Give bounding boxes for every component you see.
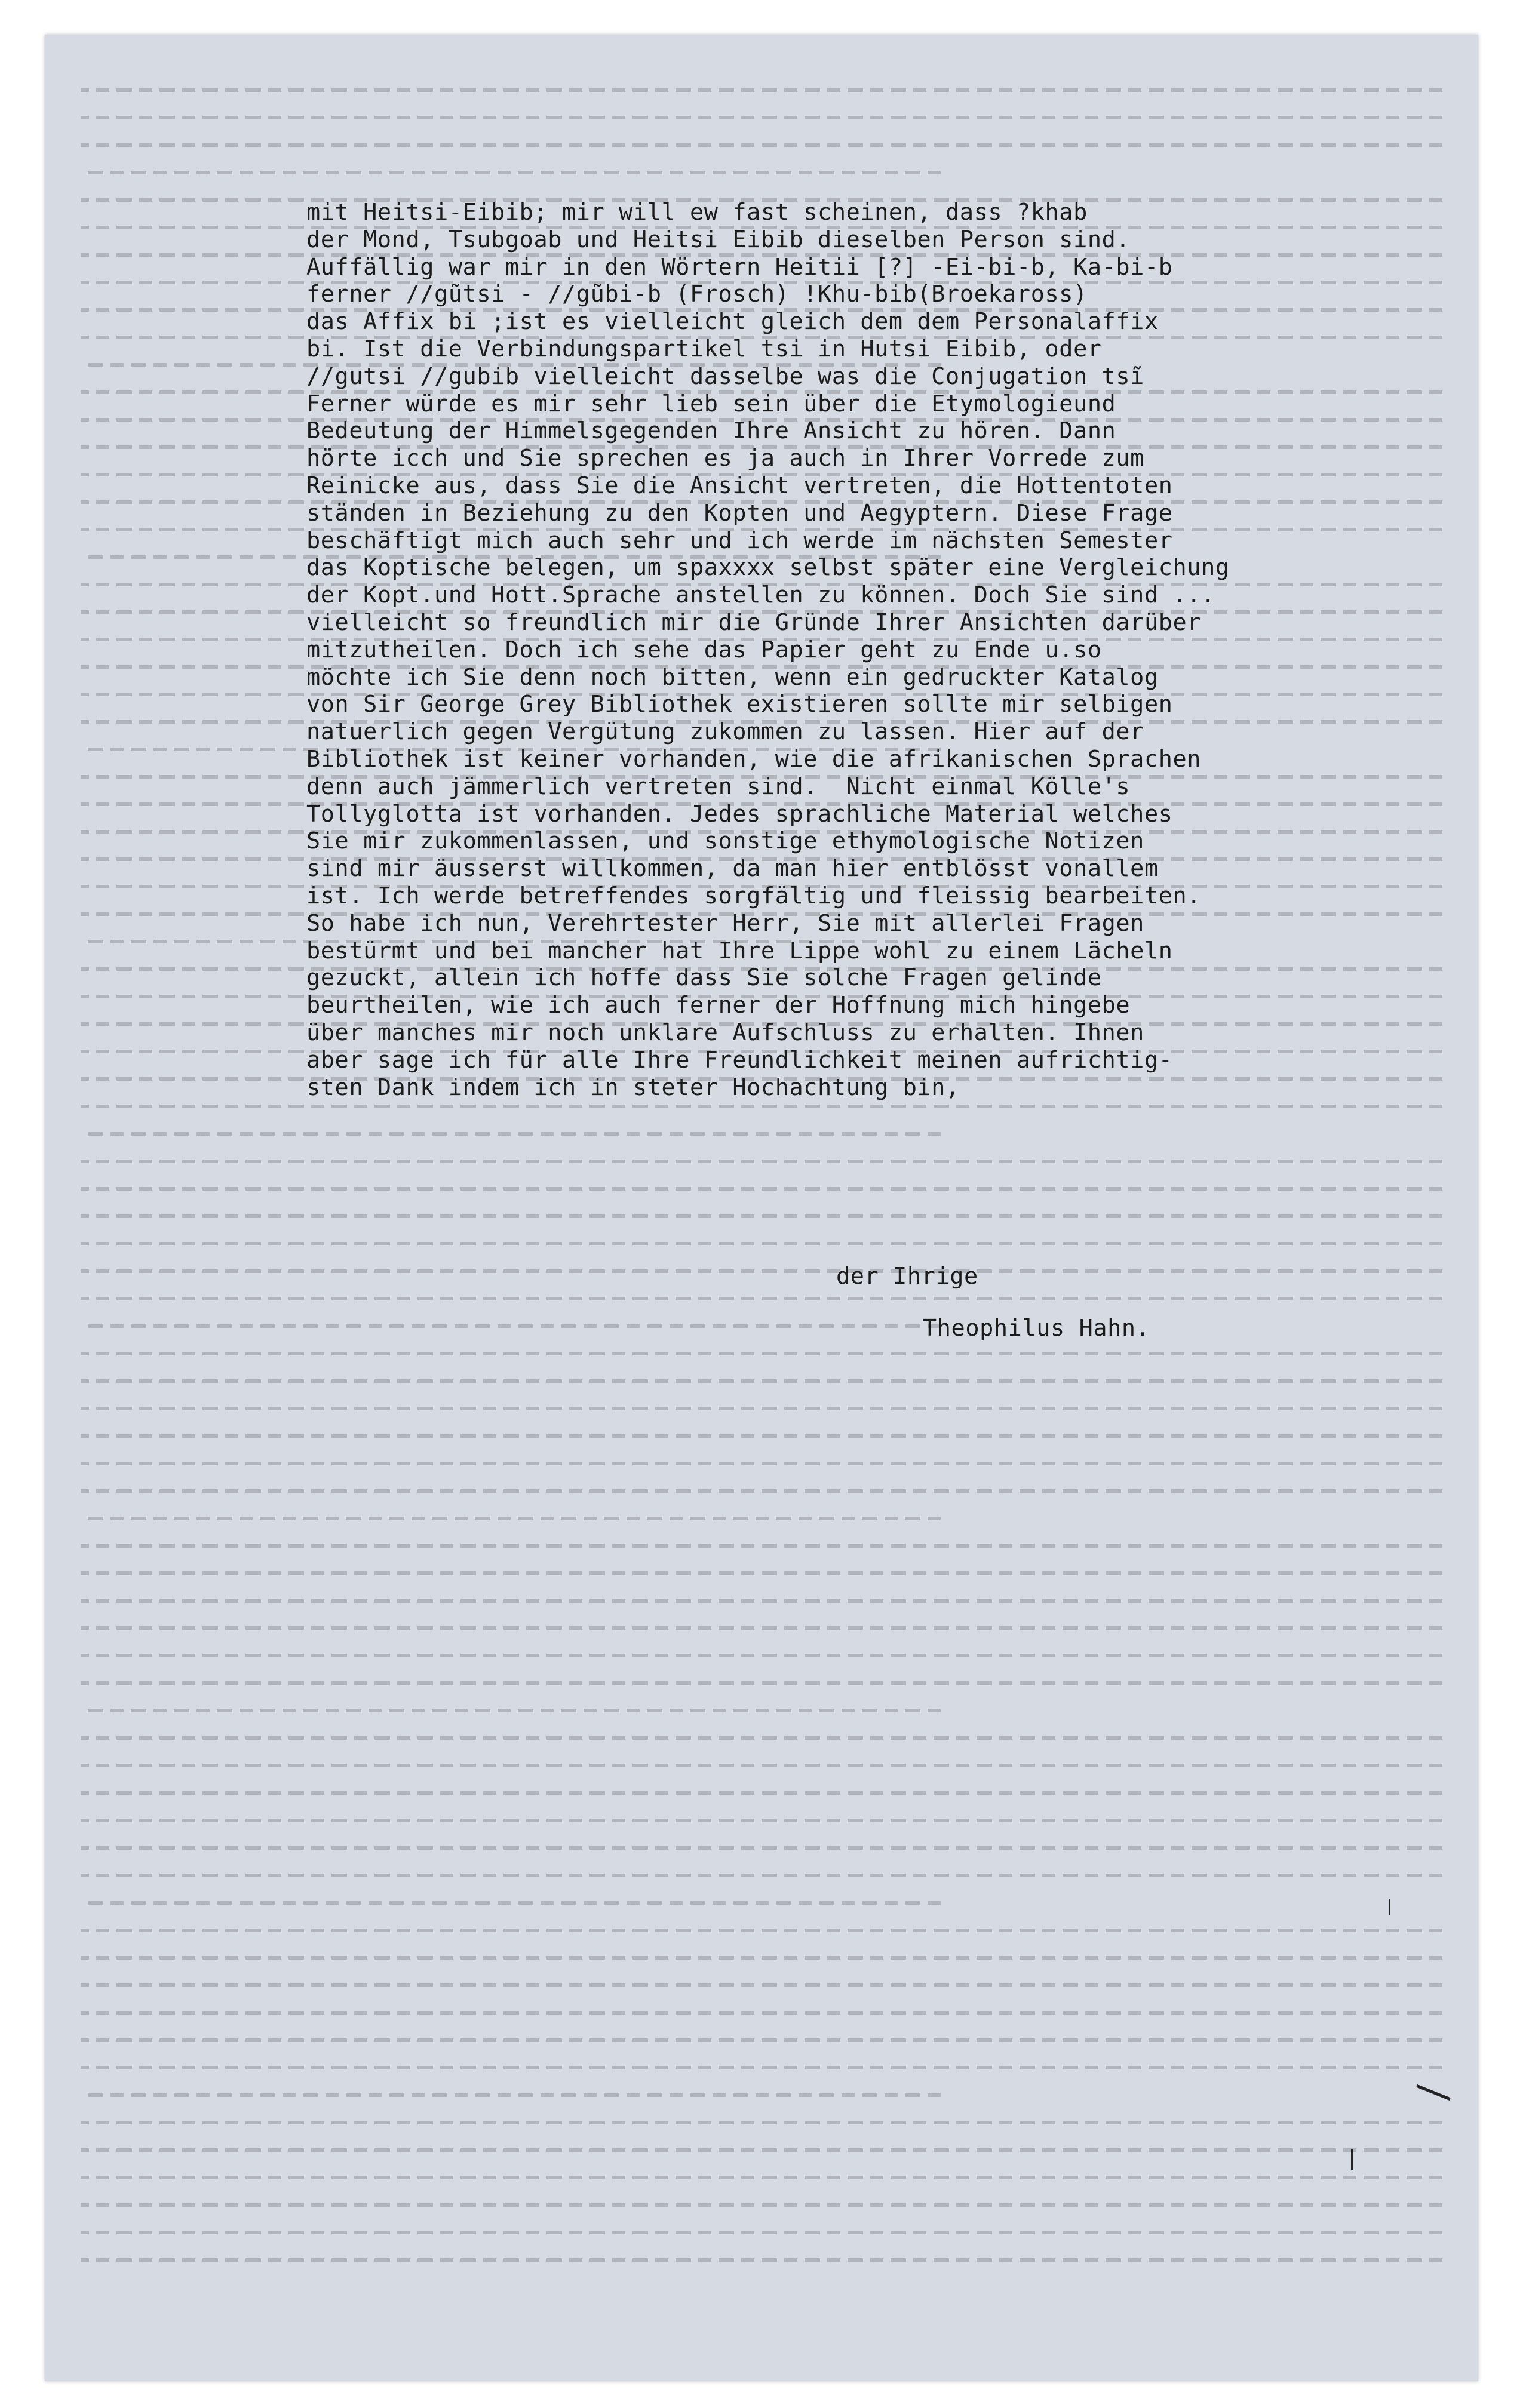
letter-line: bestürmt und bei mancher hat Ihre Lippe wohl zu einem Lächeln xyxy=(306,937,1173,964)
letter-line: der Kopt.und Hott.Sprache anstellen zu können. Doch Sie sind ... xyxy=(306,582,1215,609)
letter-line: natuerlich gegen Vergütung zukommen zu lassen. Hier auf der xyxy=(306,718,1144,746)
letter-line: Auffällig war mir in den Wörtern Heitii [?] -Ei-bi-b, Ka-bi-b xyxy=(306,253,1173,281)
letter-line: mit Heitsi-Eibib; mir will ew fast scheinen, dass ?khab xyxy=(306,199,1088,226)
letter-line: von Sir George Grey Bibliothek existieren sollte mir selbigen xyxy=(306,691,1173,718)
letter-line: über manches mir noch unklare Aufschluss zu erhalten. Ihnen xyxy=(306,1019,1144,1046)
margin-mark xyxy=(1351,2149,1353,2170)
letter-line: Tollyglotta ist vorhanden. Jedes sprachliche Material welches xyxy=(306,800,1173,828)
margin-mark xyxy=(1389,1899,1390,1915)
letter-line: Bedeutung der Himmelsgegenden Ihre Ansicht zu hören. Dann xyxy=(306,417,1116,445)
letter-line: möchte ich Sie denn noch bitten, wenn ein gedruckter Katalog xyxy=(306,663,1159,691)
letter-line: das Koptische belegen, um spaxxxx selbst später eine Vergleichung xyxy=(306,554,1230,582)
letter-line: aber sage ich für alle Ihre Freundlichkeit meinen aufrichtig- xyxy=(306,1046,1173,1074)
letter-line: der Mond, Tsubgoab und Heitsi Eibib dieselben Person sind. xyxy=(306,226,1131,253)
letter-body xyxy=(306,199,1477,1101)
letter-line: sind mir äusserst willkommen, da man hier entblösst vonallem xyxy=(306,855,1159,882)
closing-line: der Ihrige xyxy=(836,1263,978,1290)
letter-line: mitzutheilen. Doch ich sehe das Papier geht zu Ende u.so xyxy=(306,636,1102,663)
letter-line: ist. Ich werde betreffendes sorgfältig und fleissig bearbeiten. xyxy=(306,882,1202,909)
letter-line: So habe ich nun, Verehrtester Herr, Sie mit allerlei Fragen xyxy=(306,909,1144,937)
letter-line: sten Dank indem ich in steter Hochachtung bin, xyxy=(306,1074,960,1101)
signature: Theophilus Hahn. xyxy=(923,1315,1150,1342)
letter-line: Sie mir zukommenlassen, und sonstige ethymologische Notizen xyxy=(306,828,1144,855)
letter-line: //gutsi //gubib vielleicht dasselbe was die Conjugation tsĩ xyxy=(306,362,1144,390)
letter-line: das Affix bi ;ist es vielleicht gleich dem dem Personalaffix xyxy=(306,308,1159,336)
letter-line: beschäftigt mich auch sehr und ich werde im nächsten Semester xyxy=(306,527,1173,554)
letter-line: Reinicke aus, dass Sie die Ansicht vertreten, die Hottentoten xyxy=(306,472,1173,499)
letter-line: ständen in Beziehung zu den Kopten und Aegyptern. Diese Frage xyxy=(306,499,1173,527)
letter-line: gezuckt, allein ich hoffe dass Sie solche Fragen gelinde xyxy=(306,964,1102,992)
letter-line: bi. Ist die Verbindungspartikel tsi in Hutsi Eibib, oder xyxy=(306,335,1102,362)
letter-line: Ferner würde es mir sehr lieb sein über die Etymologieund xyxy=(306,390,1116,417)
letter-line: Bibliothek ist keiner vorhanden, wie die afrikanischen Sprachen xyxy=(306,745,1202,773)
letter-line: denn auch jämmerlich vertreten sind. Nicht einmal Kölle's xyxy=(306,773,1131,800)
letter-line: hörte icch und Sie sprechen es ja auch in Ihrer Vorrede zum xyxy=(306,445,1144,472)
letter-line: vielleicht so freundlich mir die Gründe Ihrer Ansichten darüber xyxy=(306,608,1202,636)
letter-line: beurtheilen, wie ich auch ferner der Hoffnung mich hingebe xyxy=(306,992,1131,1019)
letter-line: ferner //gũtsi - //gũbi-b (Frosch) !Khu-bib(Broekaross) xyxy=(306,281,1088,308)
